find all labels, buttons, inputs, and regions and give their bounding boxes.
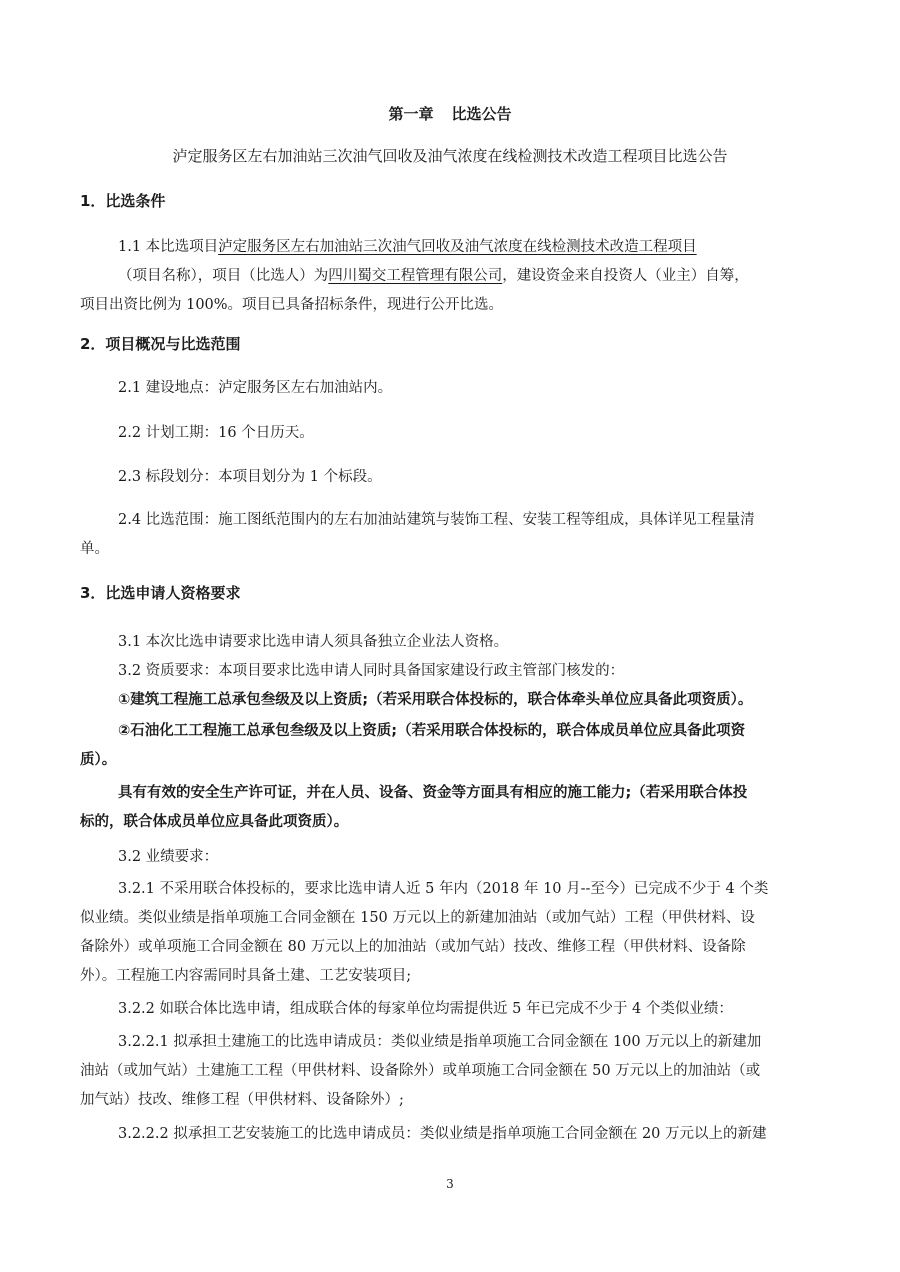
section1-para1-line1 <box>118 235 697 256</box>
section3-3221-line1: 3.2.2.1 拟承担土建施工的比选申请成员：类似业绩是指单项施工合同金额在 100 万元以上的新建加 <box>118 1034 762 1050</box>
section3-qual2-line1: ②石油化工工程施工总承包叁级及以上资质;（若采用联合体投标的，联合体成员单位应具备此项资 <box>118 723 746 739</box>
chapter-title: 比选公告 <box>451 105 512 123</box>
page-number: 3 <box>446 1177 454 1191</box>
project-name: 泸定服务区左右加油站三次油气回收及油气浓度在线检测技术改造工程项目 <box>218 239 697 255</box>
section3-qual2-line2: 质）。 <box>80 752 117 768</box>
section1-para1-line2 <box>118 264 749 285</box>
company-name: 四川蜀交工程管理有限公司 <box>328 268 503 284</box>
section1-para1-line3: 项目出资比例为 100%。项目已具备招标条件，现进行公开比选。 <box>80 297 504 313</box>
section2-item1: 2.1 建设地点：泸定服务区左右加油站内。 <box>118 380 393 396</box>
section3-heading: 3．比选申请人资格要求 <box>80 584 241 602</box>
section3-321-line3: 备除外）或单项施工合同金额在 80 万元以上的加油站（或加气站）技改、维修工程（甲供材料、设备除 <box>80 939 746 955</box>
section2-item3: 2.3 标段划分：本项目划分为 1 个标段。 <box>118 469 382 485</box>
section3-safety-line1: 具有有效的安全生产许可证，并在人员、设备、资金等方面具有相应的施工能力;（若采用联合体投 <box>118 785 748 801</box>
section2-item2: 2.2 计划工期：16 个日历天。 <box>118 425 314 441</box>
chapter-heading <box>0 103 900 124</box>
announcement-title: 泸定服务区左右加油站三次油气回收及油气浓度在线检测技术改造工程项目比选公告 <box>172 147 728 165</box>
para1-line2-a: （项目名称），项目（比选人）为 <box>118 268 329 284</box>
section3-3221-line3: 加气站）技改、维修工程（甲供材料、设备除外）; <box>80 1092 404 1108</box>
section2-item4-line2: 单。 <box>80 541 109 557</box>
section3-qual1: ①建筑工程施工总承包叁级及以上资质;（若采用联合体投标的，联合体牵头单位应具备此项资质）。 <box>118 692 753 708</box>
para1-line2-b: ，建设资金来自投资人（业主）自筹， <box>502 268 749 284</box>
section2-item4-line1: 2.4 比选范围：施工图纸范围内的左右加油站建筑与装饰工程、安装工程等组成，具体详见工程量清 <box>118 512 755 528</box>
section3-item1: 3.1 本次比选申请要求比选申请人须具备独立企业法人资格。 <box>118 634 509 650</box>
chapter-number: 第一章 <box>388 105 434 123</box>
section3-safety-line2: 标的，联合体成员单位应具备此项资质）。 <box>80 814 349 830</box>
section3-item2: 3.2 资质要求：本项目要求比选申请人同时具备国家建设行政主管部门核发的： <box>118 663 625 679</box>
section1-heading: 1．比选条件 <box>80 192 166 210</box>
section2-heading: 2．项目概况与比选范围 <box>80 335 241 353</box>
section3-3222-line1: 3.2.2.2 拟承担工艺安装施工的比选申请成员：类似业绩是指单项施工合同金额在 20 万元以上的新建 <box>118 1126 767 1142</box>
section3-321-line4: 外）。工程施工内容需同时具备土建、工艺安装项目; <box>80 968 412 984</box>
section3-3221-line2: 油站（或加气站）土建施工工程（甲供材料、设备除外）或单项施工合同金额在 50 万元以上的加油站（或 <box>80 1063 761 1079</box>
section3-321-line2: 似业绩。类似业绩是指单项施工合同金额在 150 万元以上的新建加油站（或加气站）工程（甲供材料、设 <box>80 910 755 926</box>
section3-performance-heading: 3.2 业绩要求： <box>118 849 219 865</box>
para1-prefix: 1.1 本比选项目 <box>118 239 219 255</box>
section3-322: 3.2.2 如联合体比选申请，组成联合体的每家单位均需提供近 5 年已完成不少于 4 个类似业绩： <box>118 1001 733 1017</box>
section3-321-line1: 3.2.1 不采用联合体投标的，要求比选申请人近 5 年内（2018 年 10 月--至今）已完成不少于 4 个类 <box>118 881 769 897</box>
